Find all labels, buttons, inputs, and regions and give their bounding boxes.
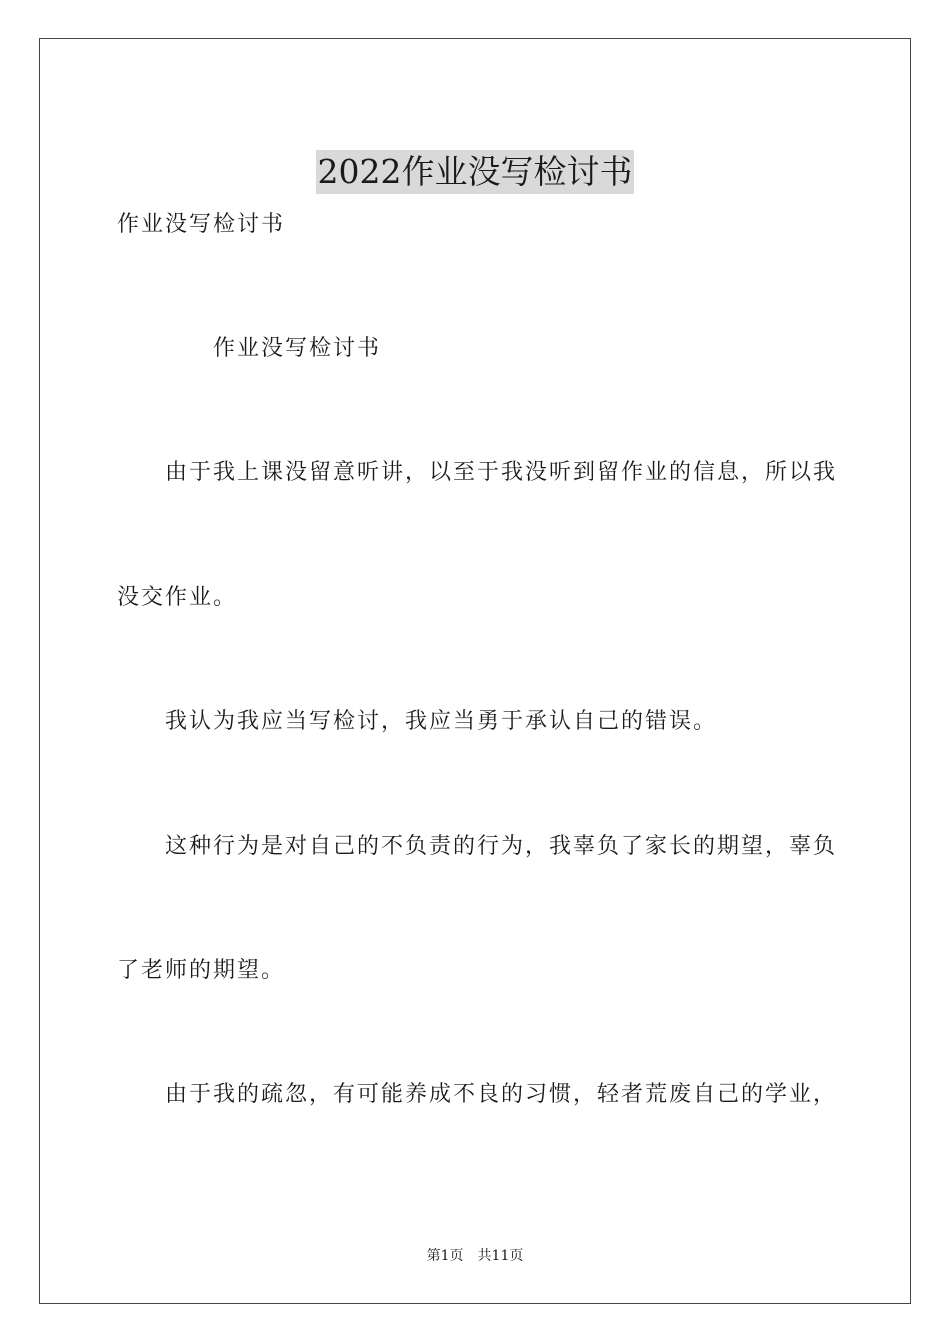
page-total: 共11页	[477, 1248, 524, 1264]
paragraph-line-2: 没交作业。	[117, 585, 238, 610]
paragraph-line-4: 这种行为是对自己的不负责的行为，我辜负了家长的期望，辜负	[165, 834, 838, 859]
paragraph-line-3: 我认为我应当写检讨，我应当勇于承认自己的错误。	[165, 709, 718, 734]
document-title: 2022作业没写检讨书	[316, 150, 635, 194]
page-footer	[0, 1246, 950, 1266]
indented-heading: 作业没写检讨书	[213, 336, 382, 361]
paragraph-line-6: 由于我的疏忽，有可能养成不良的习惯，轻者荒废自己的学业，	[165, 1082, 838, 1107]
paragraph-line-1: 由于我上课没留意听讲，以至于我没听到留作业的信息，所以我	[165, 460, 838, 485]
paragraph-line-5: 了老师的期望。	[117, 958, 286, 983]
title-container	[0, 128, 950, 216]
subtitle: 作业没写检讨书	[117, 212, 286, 237]
page-number: 第1页	[426, 1248, 464, 1264]
